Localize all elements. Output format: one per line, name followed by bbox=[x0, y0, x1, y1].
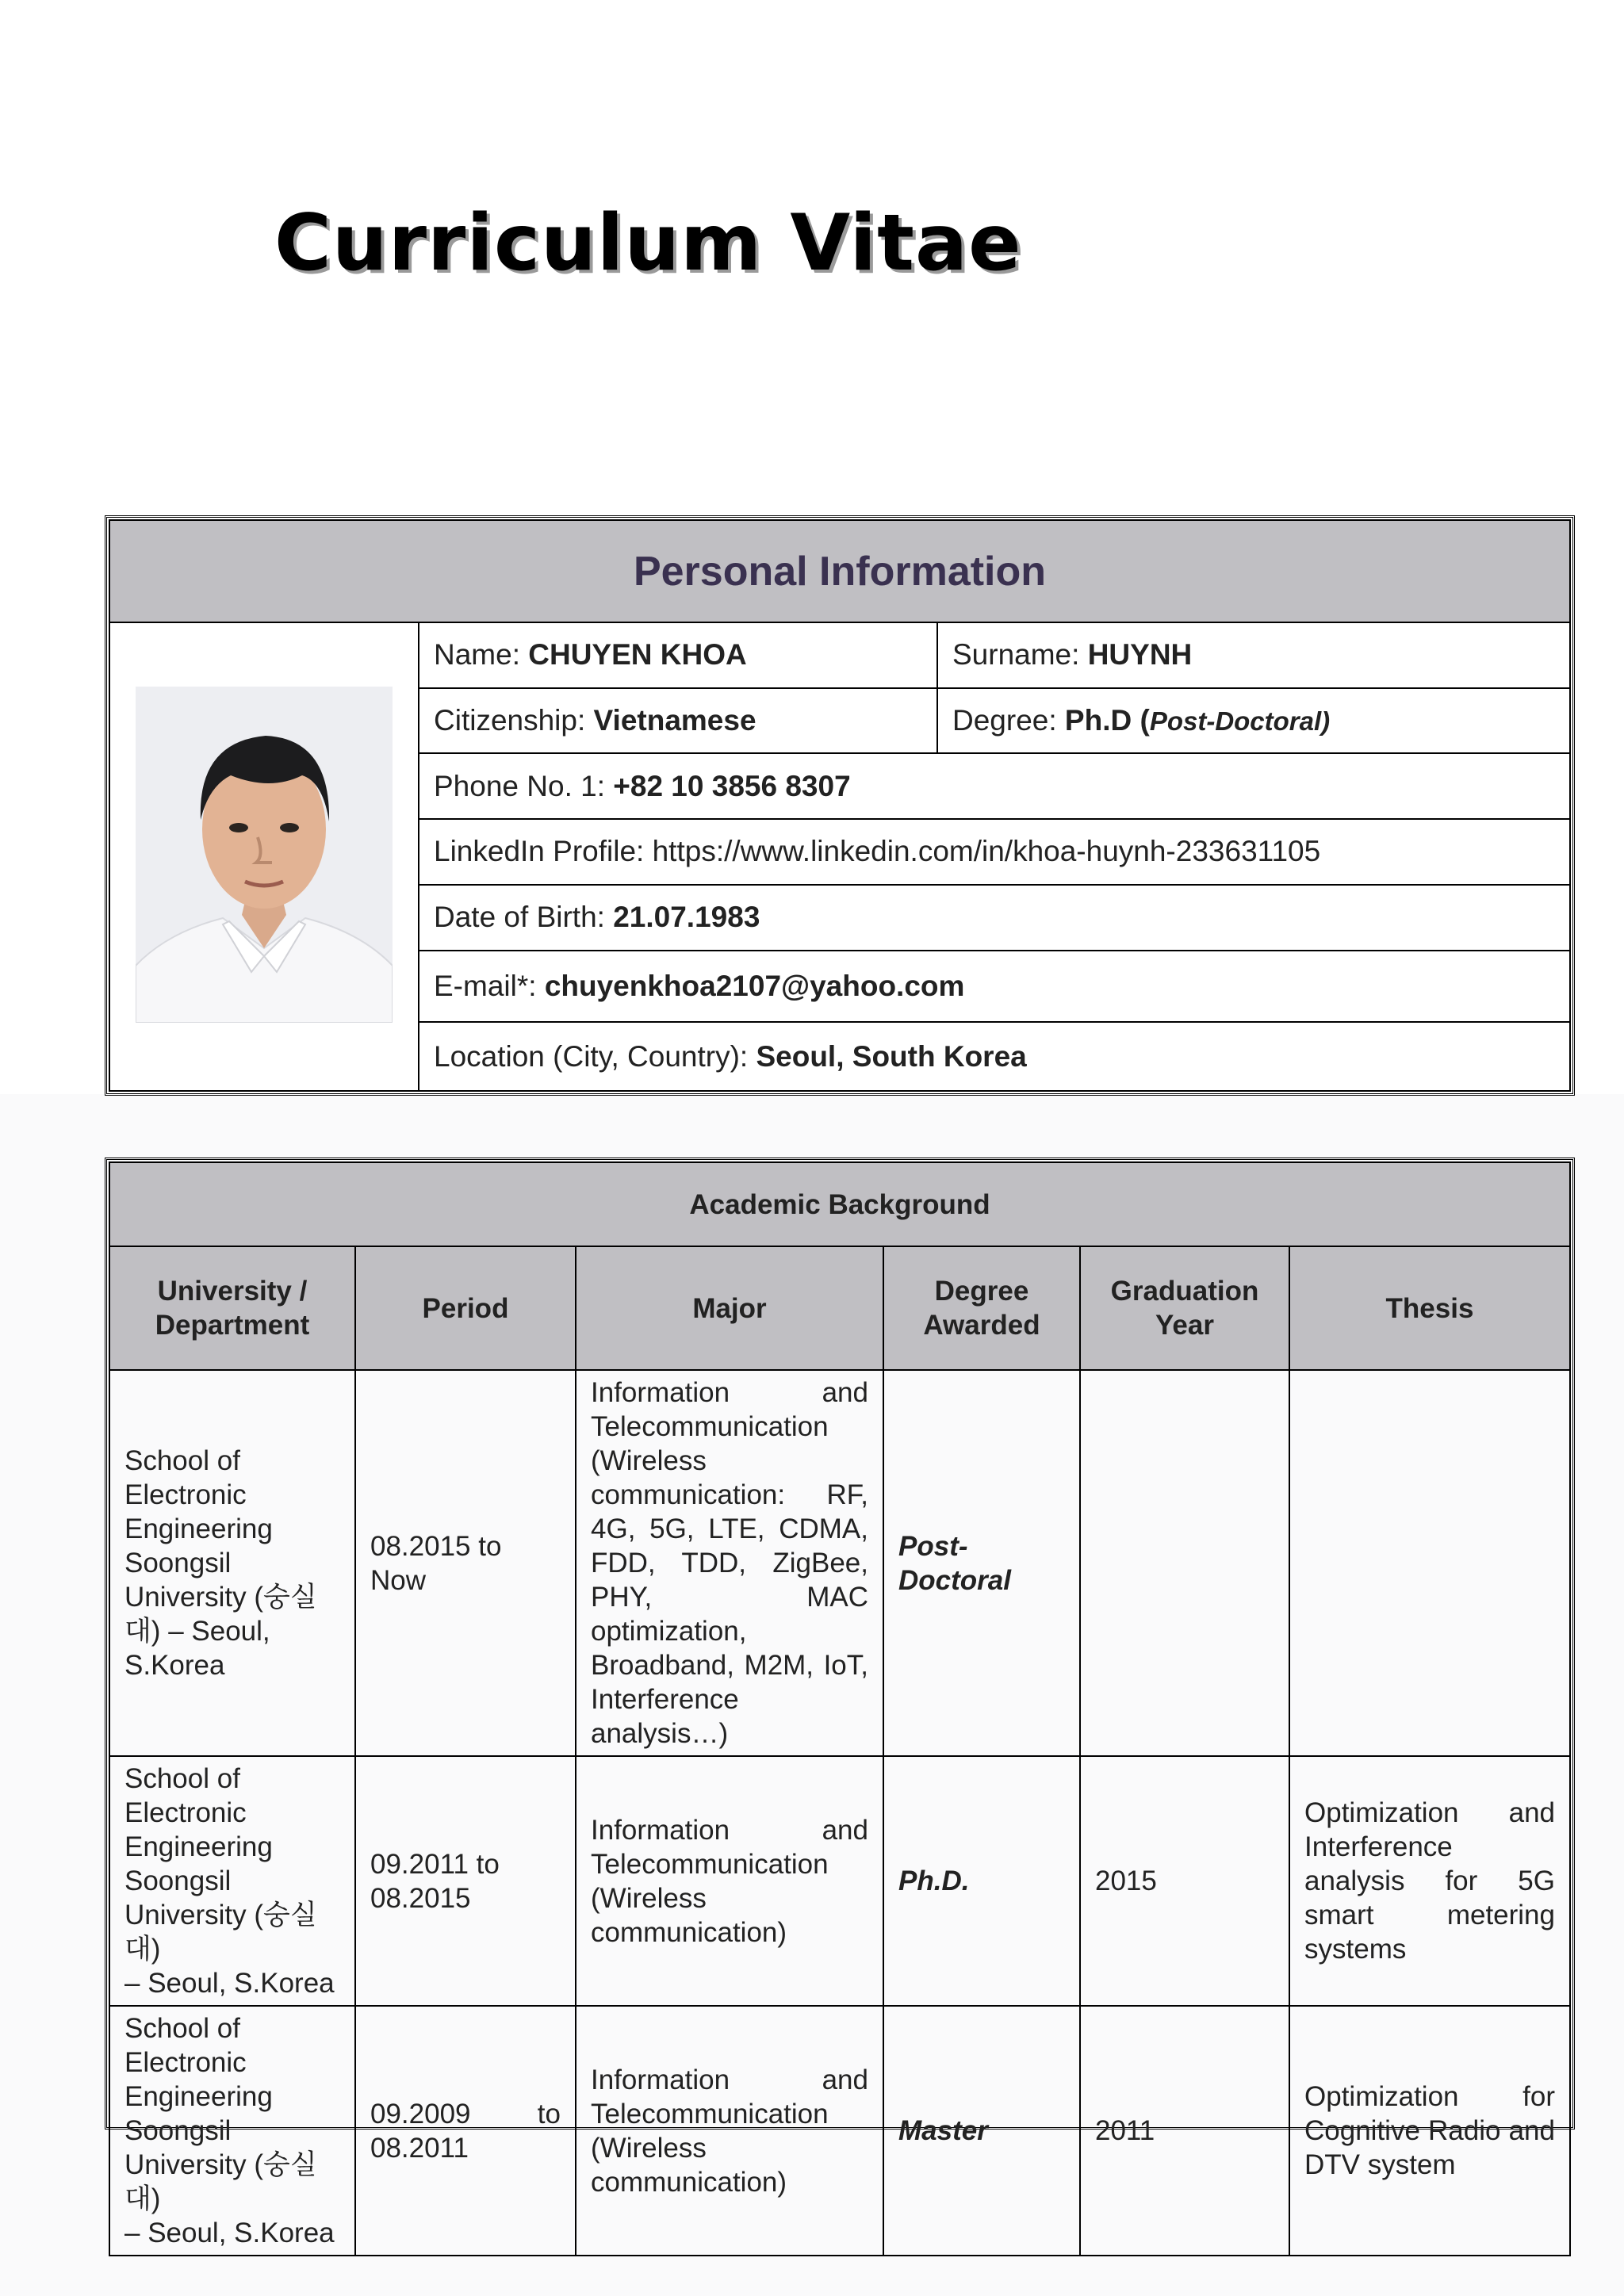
phone-label: Phone No. 1: bbox=[434, 769, 614, 802]
location-value: Seoul, South Korea bbox=[756, 1039, 1027, 1073]
email-cell bbox=[419, 951, 1570, 1023]
citizenship-cell bbox=[419, 688, 937, 754]
col-header-period: Period bbox=[355, 1246, 576, 1370]
surname-cell bbox=[937, 622, 1570, 688]
university-cell: School of Electronic Engineering Soongsil University (숭실대) – Seoul, S.Korea bbox=[109, 1756, 355, 2006]
photo-cell bbox=[109, 622, 419, 1091]
graduation-year-cell: 2011 bbox=[1080, 2006, 1289, 2256]
page-title: Curriculum Vitae bbox=[274, 198, 1022, 289]
table-row bbox=[109, 2006, 1570, 2256]
email-value[interactable]: chuyenkhoa2107@yahoo.com bbox=[544, 969, 965, 1002]
personal-information-table bbox=[109, 519, 1571, 1092]
dob-label: Date of Birth: bbox=[434, 901, 614, 934]
surname-value: HUYNH bbox=[1087, 638, 1193, 672]
degree-cell: Post-Doctoral bbox=[883, 1370, 1080, 1756]
academic-background-heading: Academic Background bbox=[109, 1162, 1570, 1246]
degree-cell: Master bbox=[883, 2006, 1080, 2256]
degree-note: Post-Doctoral) bbox=[1149, 706, 1331, 737]
university-cell: School of Electronic Engineering Soongsil University (숭실대) – Seoul, S.Korea bbox=[109, 1370, 355, 1756]
degree-value: Ph.D ( bbox=[1064, 704, 1150, 737]
dob-cell bbox=[419, 885, 1570, 951]
degree-cell: Ph.D. bbox=[883, 1756, 1080, 2006]
col-header-degree: Degree Awarded bbox=[883, 1246, 1080, 1370]
degree-label: Degree: bbox=[952, 704, 1065, 737]
table-row bbox=[109, 1756, 1570, 2006]
major-cell: Information and Telecommunication (Wireless communication) bbox=[576, 1756, 883, 2006]
linkedin-label: LinkedIn Profile: bbox=[434, 835, 653, 868]
academic-background-table bbox=[109, 1161, 1571, 2256]
graduation-year-cell: 2015 bbox=[1080, 1756, 1289, 2006]
thesis-cell: Optimization for Cognitive Radio and DTV system bbox=[1289, 2006, 1570, 2256]
degree-cell bbox=[937, 688, 1570, 754]
personal-information-section bbox=[105, 515, 1575, 1096]
period-cell: 09.2011 to 08.2015 bbox=[355, 1756, 576, 2006]
thesis-cell bbox=[1289, 1370, 1570, 1756]
dob-value: 21.07.1983 bbox=[613, 901, 760, 934]
major-cell: Information and Telecommunication (Wireless communication: RF, 4G, 5G, LTE, CDMA, FDD, TDD, ZigBee, PHY, MAC optimization, Broadband, M2M, IoT, Interference analysis…) bbox=[576, 1370, 883, 1756]
col-header-graduation-year: Graduation Year bbox=[1080, 1246, 1289, 1370]
personal-information-heading: Personal Information bbox=[109, 520, 1570, 622]
university-cell: School of Electronic Engineering Soongsil University (숭실대) – Seoul, S.Korea bbox=[109, 2006, 355, 2256]
name-value: CHUYEN KHOA bbox=[528, 638, 747, 672]
phone-value: +82 10 3856 8307 bbox=[613, 769, 851, 802]
location-cell bbox=[419, 1022, 1570, 1091]
surname-label: Surname: bbox=[952, 638, 1088, 672]
phone-cell bbox=[419, 753, 1570, 819]
name-cell bbox=[419, 622, 937, 688]
location-label: Location (City, Country): bbox=[434, 1039, 756, 1073]
col-header-major: Major bbox=[576, 1246, 883, 1370]
academic-background-section bbox=[105, 1158, 1575, 2248]
citizenship-label: Citizenship: bbox=[434, 704, 594, 737]
linkedin-link[interactable]: https://www.linkedin.com/in/khoa-huynh-233631105 bbox=[652, 835, 1321, 868]
period-cell: 08.2015 to Now bbox=[355, 1370, 576, 1756]
graduation-year-cell bbox=[1080, 1370, 1289, 1756]
linkedin-cell bbox=[419, 819, 1570, 885]
citizenship-value: Vietnamese bbox=[593, 704, 756, 737]
portrait-photo bbox=[136, 687, 393, 1023]
name-label: Name: bbox=[434, 638, 529, 672]
col-header-thesis: Thesis bbox=[1289, 1246, 1570, 1370]
thesis-cell: Optimization and Interference analysis for 5G smart metering systems bbox=[1289, 1756, 1570, 2006]
email-label: E-mail*: bbox=[434, 969, 545, 1002]
table-row bbox=[109, 1370, 1570, 1756]
period-cell: 09.2009 to 08.2011 bbox=[355, 2006, 576, 2256]
col-header-university: University / Department bbox=[109, 1246, 355, 1370]
major-cell: Information and Telecommunication (Wireless communication) bbox=[576, 2006, 883, 2256]
